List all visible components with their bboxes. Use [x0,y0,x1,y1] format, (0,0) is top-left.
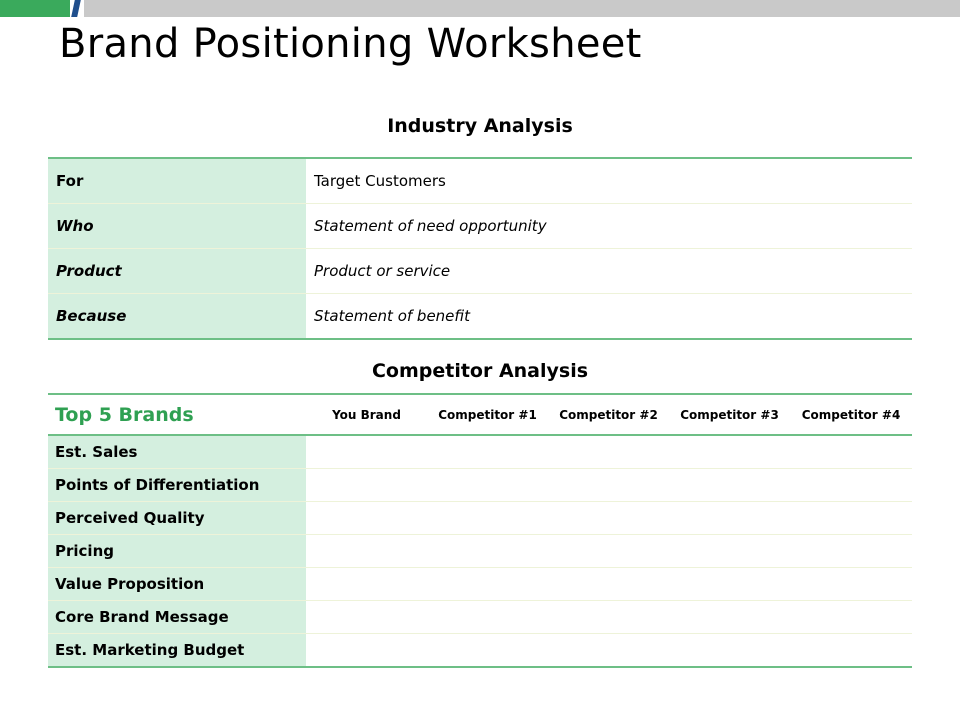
table-cell[interactable] [548,634,669,668]
header-bar [84,0,960,17]
table-cell[interactable] [790,469,912,502]
row-label-who: Who [48,204,306,249]
row-value-for[interactable]: Target Customers [306,158,912,204]
column-header-competitor-4: Competitor #4 [790,394,912,435]
industry-analysis-heading: Industry Analysis [387,115,573,137]
table-cell[interactable] [669,469,790,502]
column-header-competitor-3: Competitor #3 [669,394,790,435]
table-cell[interactable] [669,535,790,568]
table-cell[interactable] [790,568,912,601]
table-cell[interactable] [790,435,912,469]
table-cell[interactable] [669,568,790,601]
table-cell[interactable] [427,502,548,535]
table-row [48,204,912,249]
column-header-your-brand: You Brand [306,394,427,435]
table-row [48,535,912,568]
table-cell[interactable] [306,469,427,502]
row-label-because: Because [48,294,306,340]
table-cell[interactable] [427,469,548,502]
table-cell[interactable] [427,535,548,568]
table-cell[interactable] [790,502,912,535]
table-cell[interactable] [669,502,790,535]
top-brands-header: Top 5 Brands [48,394,306,435]
row-value-who[interactable]: Statement of need opportunity [306,204,912,249]
table-row [48,435,912,469]
table-row [48,469,912,502]
metric-label: Value Proposition [48,568,306,601]
table-cell[interactable] [427,634,548,668]
table-cell[interactable] [427,568,548,601]
table-cell[interactable] [306,634,427,668]
competitor-analysis-heading: Competitor Analysis [371,360,589,382]
row-label-for: For [48,158,306,204]
table-cell[interactable] [669,435,790,469]
table-row [48,158,912,204]
table-cell[interactable] [548,469,669,502]
header-accent-green [0,0,70,17]
table-cell[interactable] [306,601,427,634]
table-row [48,502,912,535]
row-value-product[interactable]: Product or service [306,249,912,294]
table-row [48,634,912,668]
table-cell[interactable] [548,502,669,535]
table-cell[interactable] [790,601,912,634]
row-value-because[interactable]: Statement of benefit [314,307,470,325]
table-cell[interactable] [548,535,669,568]
table-cell[interactable] [548,435,669,469]
industry-analysis-table [48,157,912,340]
table-cell[interactable] [548,568,669,601]
table-cell[interactable] [427,435,548,469]
table-row [48,249,912,294]
table-cell[interactable] [306,502,427,535]
table-cell[interactable] [790,535,912,568]
page-title: Brand Positioning Worksheet [59,21,642,67]
metric-label: Perceived Quality [48,502,306,535]
metric-label: Est. Marketing Budget [48,634,306,668]
header-accent-blue [71,0,81,17]
competitor-analysis-table [48,393,912,668]
table-cell[interactable] [790,634,912,668]
column-header-competitor-2: Competitor #2 [548,394,669,435]
table-cell[interactable] [306,568,427,601]
metric-label: Pricing [48,535,306,568]
metric-label: Core Brand Message [48,601,306,634]
table-cell[interactable] [548,601,669,634]
table-cell[interactable] [669,634,790,668]
table-cell[interactable] [427,601,548,634]
table-cell[interactable] [306,535,427,568]
table-row [48,568,912,601]
column-header-competitor-1: Competitor #1 [427,394,548,435]
row-label-product: Product [48,249,306,294]
table-row [48,601,912,634]
table-header-row [48,394,912,435]
table-row [48,294,912,340]
metric-label: Est. Sales [48,435,306,469]
table-cell[interactable] [306,435,427,469]
table-cell[interactable] [669,601,790,634]
metric-label: Points of Differentiation [48,469,306,502]
